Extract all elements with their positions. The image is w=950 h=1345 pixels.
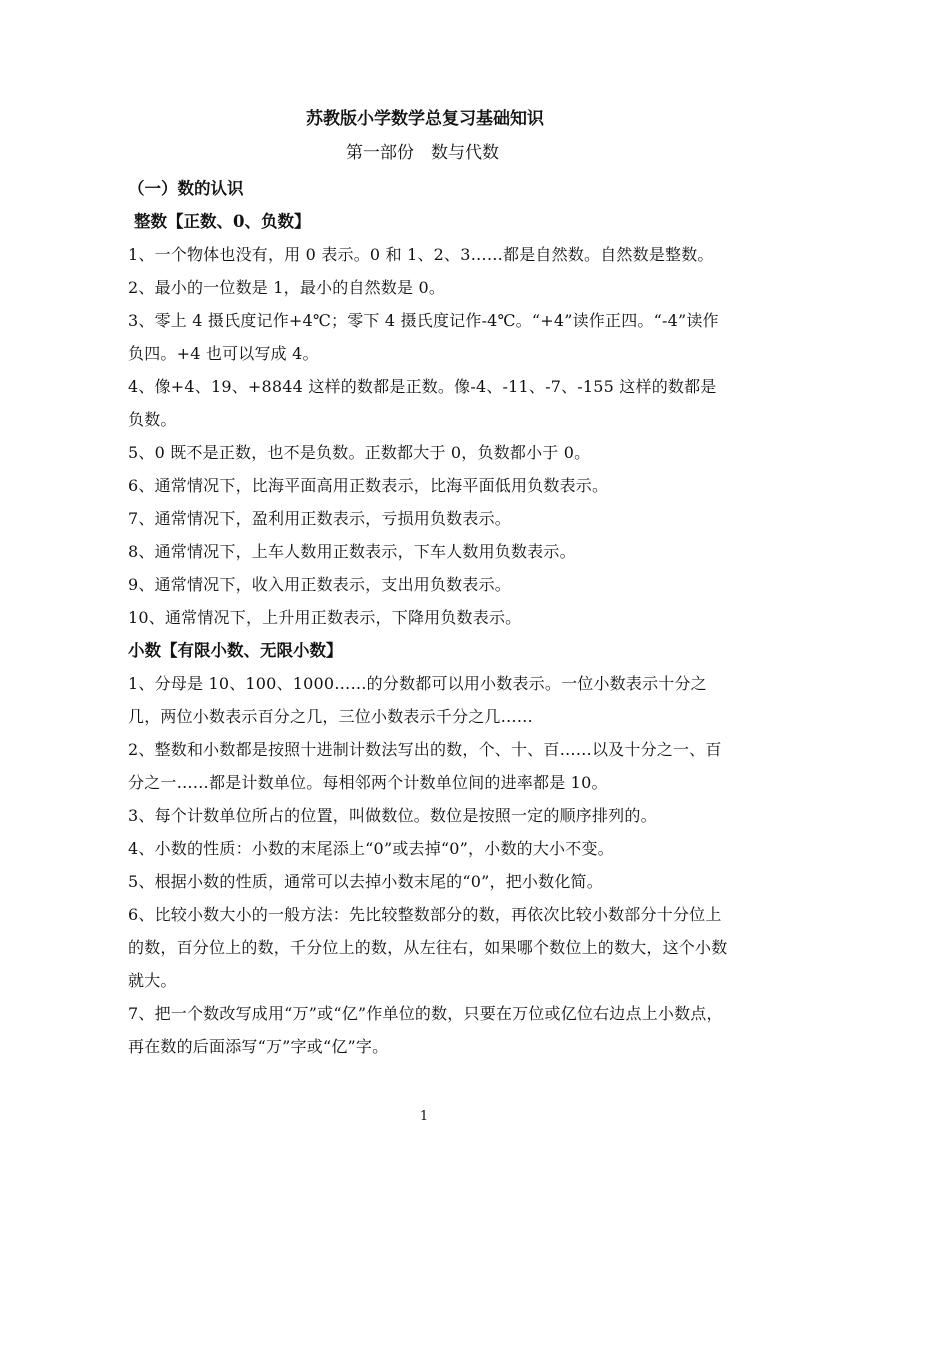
integers-item: 1、一个物体也没有，用 0 表示。0 和 1、2、3……都是自然数。自然数是整数。 xyxy=(128,245,714,264)
integers-list xyxy=(128,238,728,634)
document-body xyxy=(128,172,728,1063)
integers-heading: 整数【正数、0、负数】 xyxy=(134,212,311,231)
integers-item: 5、0 既不是正数，也不是负数。正数都大于 0，负数都小于 0。 xyxy=(128,443,591,462)
document-subtitle: 第一部份 数与代数 xyxy=(346,143,499,163)
integers-item: 9、通常情况下，收入用正数表示，支出用负数表示。 xyxy=(128,575,511,594)
decimals-item: 2、整数和小数都是按照十进制计数法写出的数，个、十、百……以及十分之一、百分之一……都是计数单位。每相邻两个计数单位间的进率都是 10。 xyxy=(128,740,722,792)
integers-item: 4、像+4、19、+8844 这样的数都是正数。像-4、-11、-7、-155 这样的数都是负数。 xyxy=(128,377,717,429)
decimals-item: 7、把一个数改写成用“万”或“亿”作单位的数，只要在万位或亿位右边点上小数点，再在数的后面添写“万”字或“亿”字。 xyxy=(128,1004,723,1056)
integers-item: 7、通常情况下，盈利用正数表示，亏损用负数表示。 xyxy=(128,509,511,528)
decimals-item: 1、分母是 10、100、1000……的分数都可以用小数表示。一位小数表示十分之几，两位小数表示百分之几，三位小数表示千分之几…… xyxy=(128,674,707,726)
integers-item: 3、零上 4 摄氏度记作+4℃；零下 4 摄氏度记作-4℃。“+4”读作正四。“-4”读作负四。+4 也可以写成 4。 xyxy=(128,311,719,363)
integers-item: 6、通常情况下，比海平面高用正数表示，比海平面低用负数表示。 xyxy=(128,476,609,495)
integers-item: 2、最小的一位数是 1，最小的自然数是 0。 xyxy=(128,278,446,297)
section-heading: （一）数的认识 xyxy=(128,179,244,198)
integers-item: 8、通常情况下，上车人数用正数表示，下车人数用负数表示。 xyxy=(128,542,576,561)
document-title: 苏教版小学数学总复习基础知识 xyxy=(306,109,544,129)
page-number: 1 xyxy=(419,1109,429,1124)
integers-item: 10、通常情况下，上升用正数表示，下降用负数表示。 xyxy=(128,608,522,627)
decimals-heading: 小数【有限小数、无限小数】 xyxy=(128,641,343,660)
decimals-item: 6、比较小数大小的一般方法：先比较整数部分的数，再依次比较小数部分十分位上的数，百分位上的数，千分位上的数，从左往右，如果哪个数位上的数大，这个小数就大。 xyxy=(128,905,728,990)
decimals-item: 3、每个计数单位所占的位置，叫做数位。数位是按照一定的顺序排列的。 xyxy=(128,806,657,825)
decimals-item: 4、小数的性质：小数的末尾添上“0”或去掉“0”，小数的大小不变。 xyxy=(128,839,614,858)
decimals-item: 5、根据小数的性质，通常可以去掉小数末尾的“0”，把小数化简。 xyxy=(128,872,603,891)
decimals-list xyxy=(128,667,728,1063)
